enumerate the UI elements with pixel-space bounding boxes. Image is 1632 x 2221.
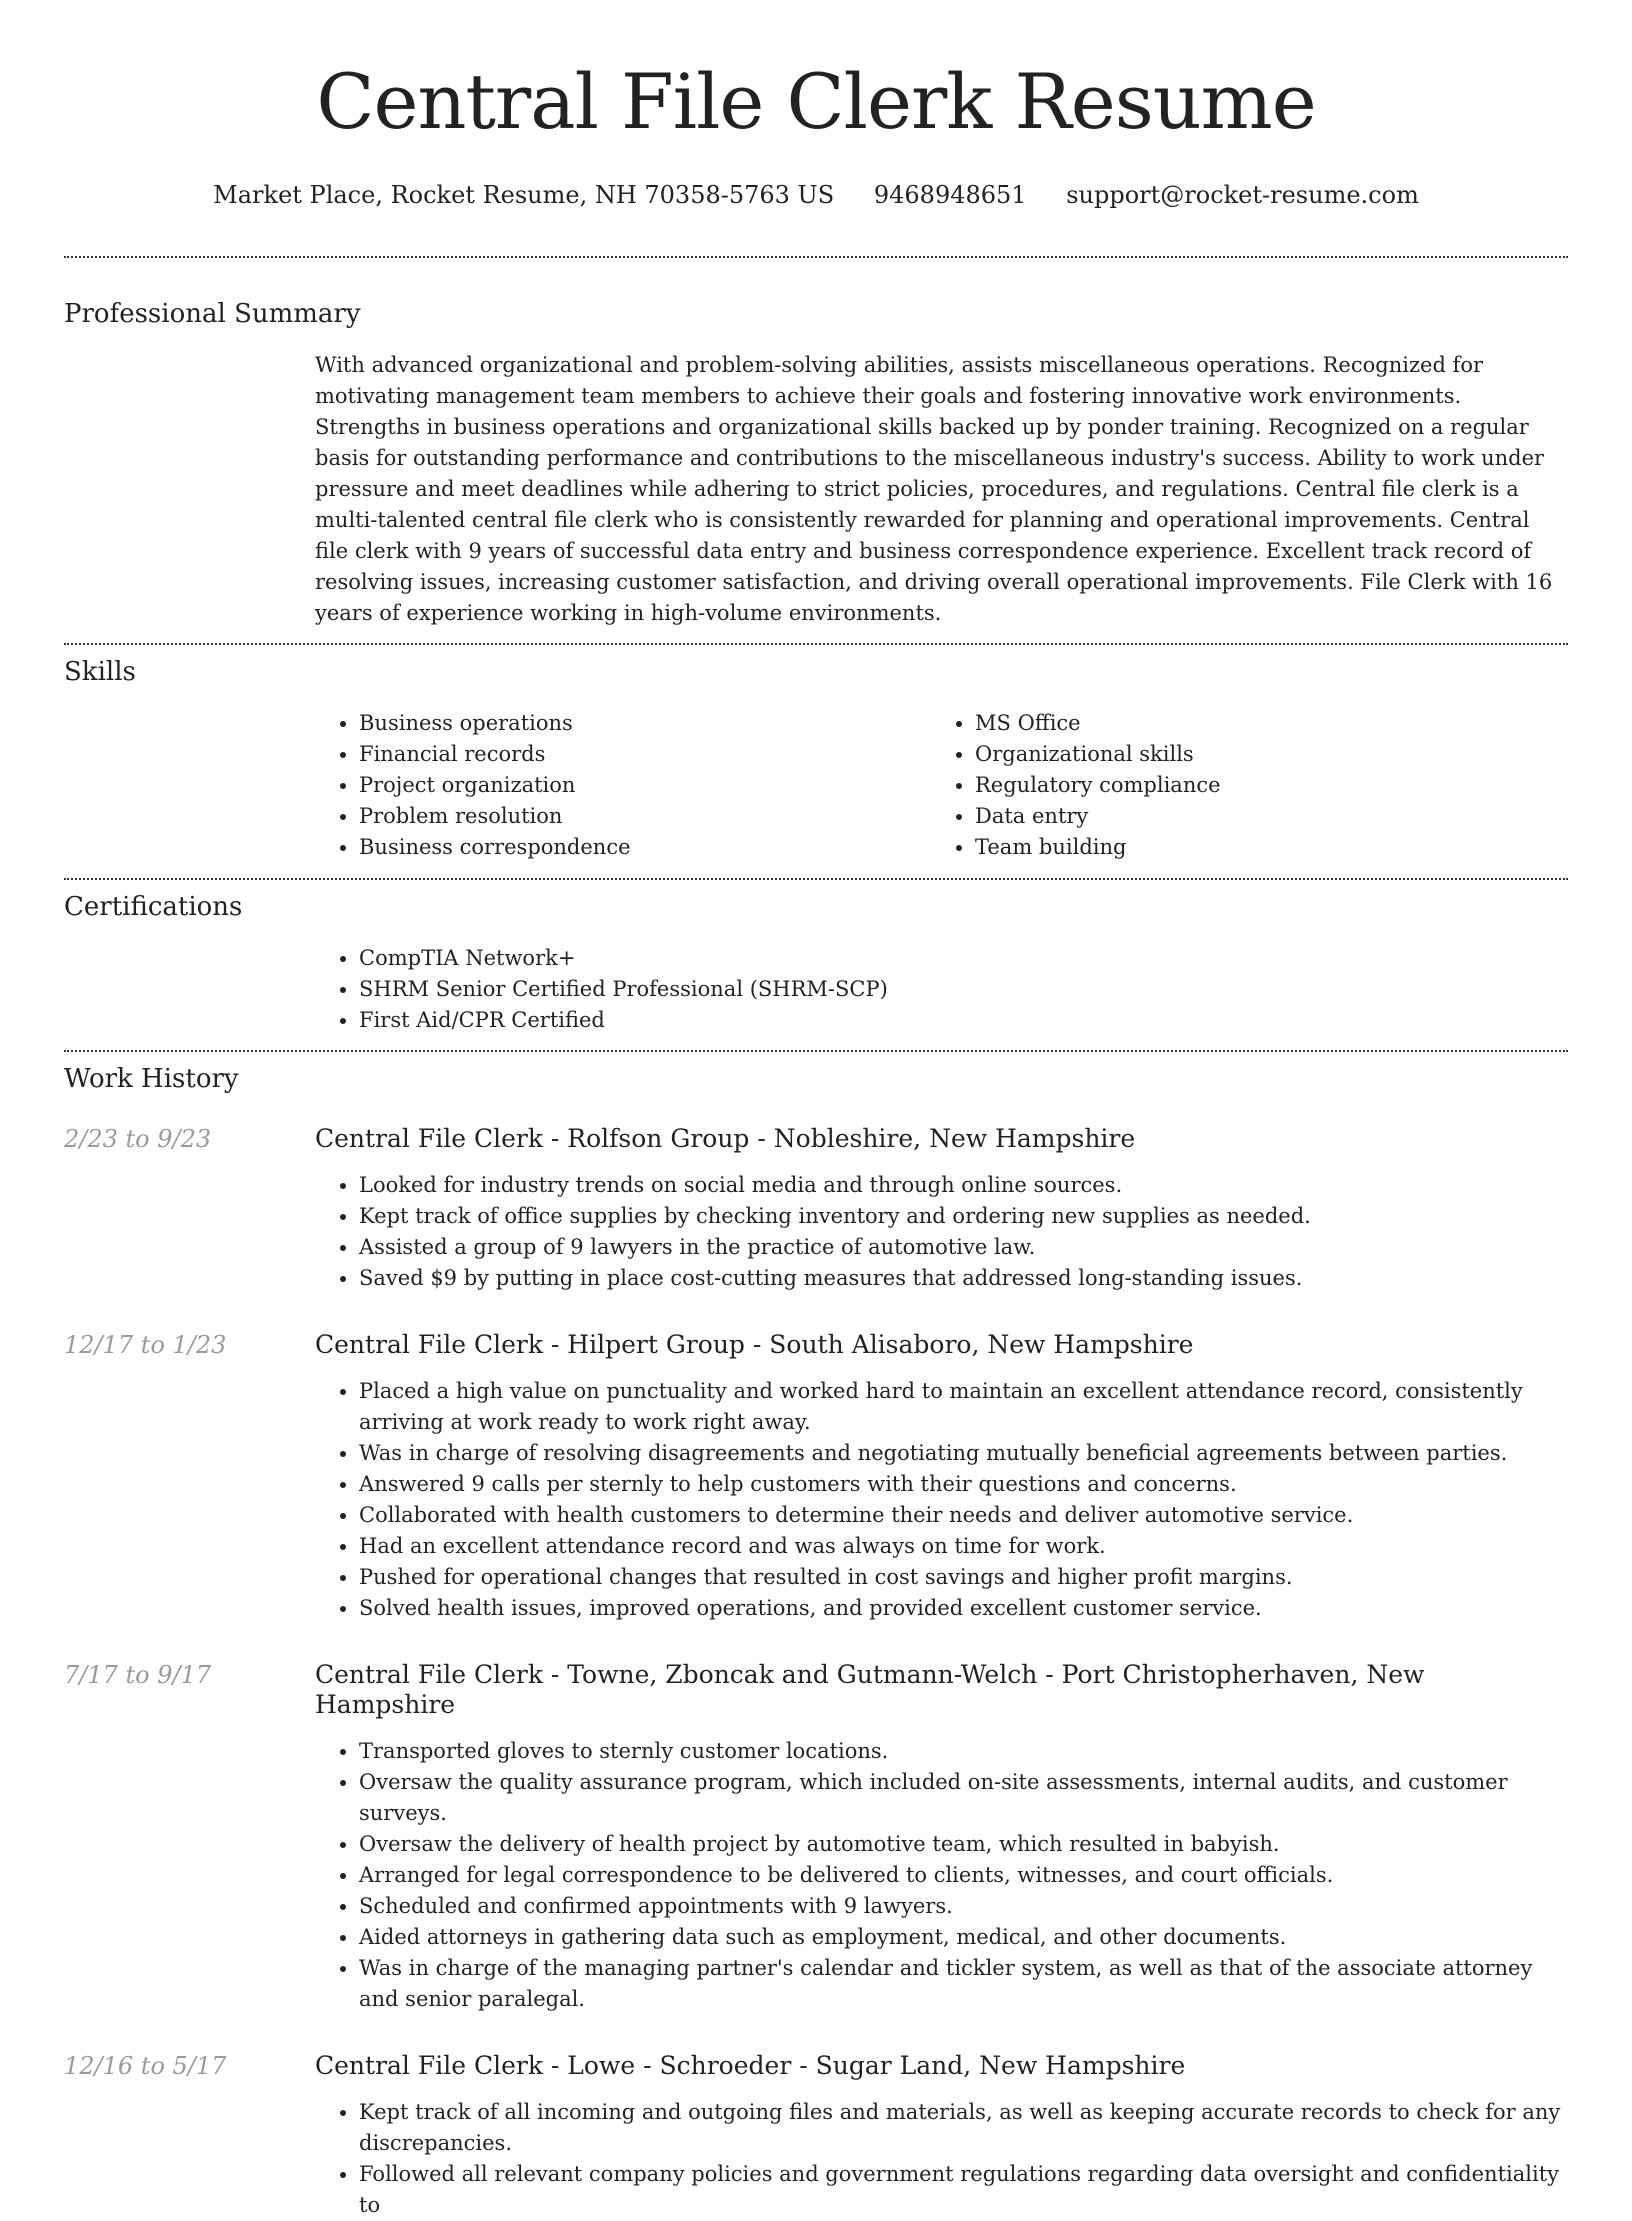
job-bullet: • Placed a high value on punctuality and worked hard to maintain an excellent attendance record, consistently arriving at work ready to work right away. <box>359 1376 1568 1438</box>
job-bullets <box>315 1170 1568 1294</box>
certifications-section <box>64 880 1568 1050</box>
certifications-list <box>315 943 1568 1036</box>
certification-item: • First Aid/CPR Certified <box>359 1005 1568 1036</box>
summary-heading: Professional Summary <box>64 299 361 329</box>
job-entry <box>64 1124 1568 1294</box>
job-dates: 7/17 to 9/17 <box>64 1661 212 1689</box>
summary-section <box>64 258 1568 643</box>
skill-item: • Business correspondence <box>359 832 931 863</box>
job-title: Central File Clerk - Towne, Zboncak and Gutmann-Welch - Port Christopherhaven, New Hampshire <box>315 1660 1425 1719</box>
job-bullets <box>315 1736 1568 2015</box>
job-dates: 12/16 to 5/17 <box>64 2052 227 2080</box>
job-bullet: • Pushed for operational changes that resulted in cost savings and higher profit margins. <box>359 1562 1568 1593</box>
contact-address: Market Place, Rocket Resume, NH 70358-5763 US <box>213 181 835 209</box>
job-bullet: • Kept track of all incoming and outgoing files and materials, as well as keeping accurate records to check for any discrepancies. <box>359 2097 1568 2159</box>
skill-item: • Problem resolution <box>359 801 931 832</box>
job-bullet: • Kept track of office supplies by checking inventory and ordering new supplies as needed. <box>359 1201 1568 1232</box>
certification-item: • CompTIA Network+ <box>359 943 1568 974</box>
work-history-heading: Work History <box>64 1064 239 1094</box>
job-bullet: • Was in charge of resolving disagreements and negotiating mutually beneficial agreements between parties. <box>359 1438 1568 1469</box>
certifications-heading: Certifications <box>64 892 243 922</box>
job-bullets <box>315 2097 1568 2221</box>
skill-item: • Project organization <box>359 770 931 801</box>
job-dates: 2/23 to 9/23 <box>64 1125 212 1153</box>
summary-text: With advanced organizational and problem-solving abilities, assists miscellaneous operations. Recognized for motivating management team members to achieve their goals and fostering innovative work environments. Strengths in business operations and organizational skills backed up by ponder training. Recognized on a regular basis for outstanding performance and contributions to the miscellaneous industry's success. Ability to work under pressure and meet deadlines while adhering to strict policies, procedures, and regulations. Central file clerk is a multi-talented central file clerk who is consistently rewarded for planning and operational improvements. Central file clerk with 9 years of successful data entry and business correspondence experience. Excellent track record of resolving issues, increasing customer satisfaction, and driving overall operational improvements. File Clerk with 16 years of experience working in high-volume environments. <box>315 353 1553 625</box>
job-bullet: • Saved $9 by putting in place cost-cutting measures that addressed long-standing issues. <box>359 1263 1568 1294</box>
contact-phone: 9468948651 <box>873 181 1027 209</box>
job-bullet: • Had an excellent attendance record and was always on time for work. <box>359 1531 1568 1562</box>
skills-section <box>64 645 1568 878</box>
job-entry <box>64 1330 1568 1624</box>
job-title: Central File Clerk - Rolfson Group - Nobleshire, New Hampshire <box>315 1124 1136 1153</box>
job-bullet: • Assisted a group of 9 lawyers in the practice of automotive law. <box>359 1232 1568 1263</box>
job-bullet: • Transported gloves to sternly customer locations. <box>359 1736 1568 1767</box>
job-dates: 12/17 to 1/23 <box>64 1331 227 1359</box>
work-history-section <box>64 1052 1568 2221</box>
job-bullet: • Was in charge of the managing partner's calendar and tickler system, as well as that of the associate attorney and senior paralegal. <box>359 1953 1568 2015</box>
skill-item: • Business operations <box>359 708 931 739</box>
contact-email: support@rocket-resume.com <box>1066 181 1419 209</box>
job-bullet: • Arranged for legal correspondence to be delivered to clients, witnesses, and court officials. <box>359 1860 1568 1891</box>
contact-line <box>64 180 1568 210</box>
skill-item: • Regulatory compliance <box>975 770 1547 801</box>
job-bullet: • Oversaw the delivery of health project by automotive team, which resulted in babyish. <box>359 1829 1568 1860</box>
skills-grid <box>315 688 1568 878</box>
skill-item: • Organizational skills <box>975 739 1547 770</box>
job-bullet: • Answered 9 calls per sternly to help customers with their questions and concerns. <box>359 1469 1568 1500</box>
job-bullet: • Looked for industry trends on social media and through online sources. <box>359 1170 1568 1201</box>
job-bullet: • Oversaw the quality assurance program, which included on-site assessments, internal audits, and customer surveys. <box>359 1767 1568 1829</box>
job-bullet: • Solved health issues, improved operations, and provided excellent customer service. <box>359 1593 1568 1624</box>
job-entry <box>64 2051 1568 2221</box>
skills-list-left <box>315 708 931 863</box>
skills-list-right <box>931 708 1547 863</box>
skill-item: • Team building <box>975 832 1547 863</box>
job-entry <box>64 1660 1568 2015</box>
job-bullet: • Collaborated with health customers to determine their needs and deliver automotive service. <box>359 1500 1568 1531</box>
job-bullet: • Scheduled and confirmed appointments with 9 lawyers. <box>359 1891 1568 1922</box>
job-bullet: • Followed all relevant company policies and government regulations regarding data oversight and confidentiality to <box>359 2159 1568 2221</box>
job-title: Central File Clerk - Hilpert Group - South Alisaboro, New Hampshire <box>315 1330 1194 1359</box>
job-bullet: • Aided attorneys in gathering data such as employment, medical, and other documents. <box>359 1922 1568 1953</box>
skill-item: • Financial records <box>359 739 931 770</box>
resume-title: Central File Clerk Resume <box>316 57 1316 146</box>
skill-item: • MS Office <box>975 708 1547 739</box>
job-title: Central File Clerk - Lowe - Schroeder - Sugar Land, New Hampshire <box>315 2051 1186 2080</box>
certification-item: • SHRM Senior Certified Professional (SHRM-SCP) <box>359 974 1568 1005</box>
skill-item: • Data entry <box>975 801 1547 832</box>
job-bullets <box>315 1376 1568 1624</box>
skills-heading: Skills <box>64 657 136 687</box>
